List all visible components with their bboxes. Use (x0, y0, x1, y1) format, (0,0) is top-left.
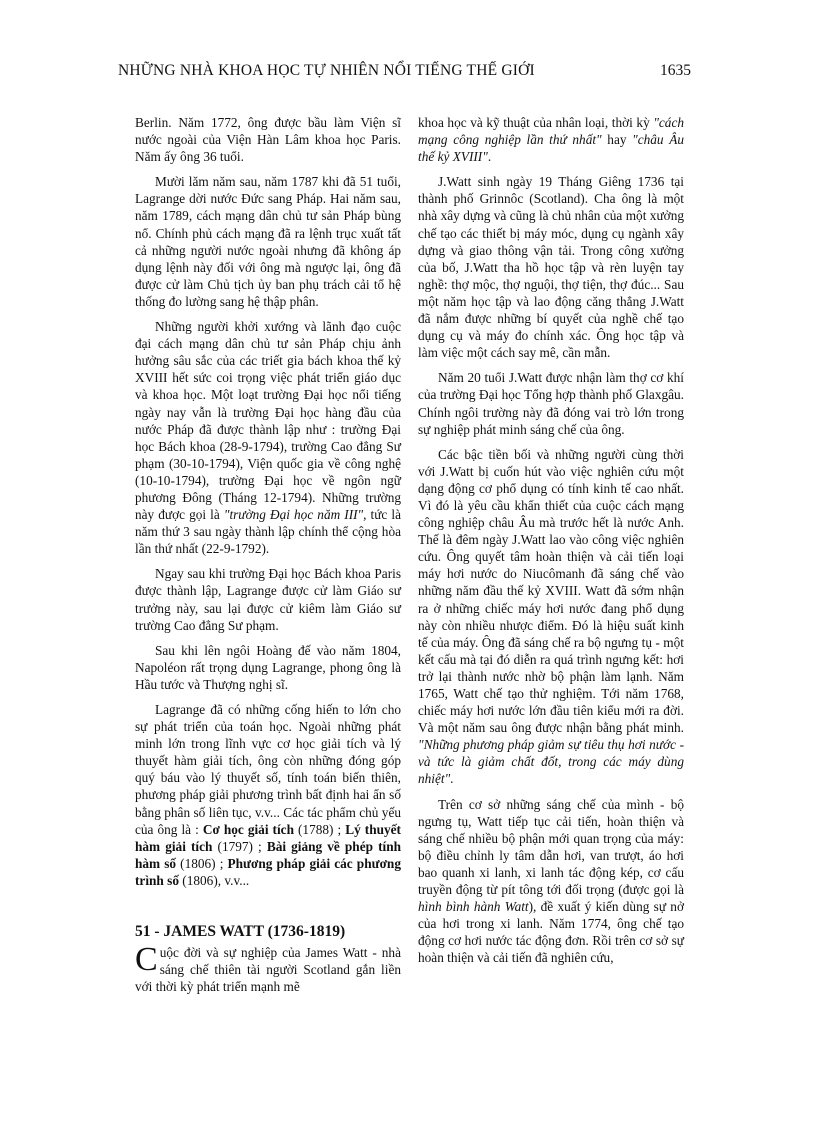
work-title: Cơ học giải tích (202, 821, 294, 837)
text-run: hay (601, 132, 633, 148)
right-column (418, 114, 684, 975)
text-run: Trên cơ sở những sáng chế của mình - bộ ngưng tụ, Watt tiếp tục cải tiến, hoàn thiện và sáng chế nhiều bộ phận mới quan trọng của máy: bộ điều chỉnh ly tâm dẫn hơi, van trượt, áo hơi bao quanh xi lanh, xi lanh tác động kép, cơ cấu truyền động từ pít tông tới đối trọng (được gọi là (418, 796, 684, 898)
paragraph: Năm 20 tuổi J.Watt được nhận làm thợ cơ khí của trường Đại học Tổng hợp thành phố Glaxgâu. Chính ngôi trường này đã đóng vai trò lớn trong sự nghiệp phát minh sáng chế của ông. (418, 370, 684, 437)
text-run: Lagrange đã có những cống hiến to lớn cho sự phát triển của toán học. Ngoài những phát minh lớn trong lĩnh vực cơ học giải tích và lý thuyết hàm giải tích, ông còn những đóng góp quý báu vào lý thuyết số, tính toán biến thiên, phương pháp giải phương trình bất định hai ẩn số bằng phân số liên tục, v.v... Các tác phẩm chủ yếu của ông là : (135, 702, 401, 837)
paragraph (418, 446, 684, 788)
drop-cap: C (135, 941, 158, 979)
text-run: ), đề xuất ý kiến dùng sự nở của hơi trong xi lanh. Năm 1774, ông chế tạo động cơ hơi nước tác động đơn. Rồi trên cơ sở sự hoàn thiện và cải tiến đã nghiên cứu, (418, 899, 684, 966)
page-number: 1635 (660, 62, 691, 79)
text-run: (1806), v.v... (178, 872, 250, 888)
running-head: NHỮNG NHÀ KHOA HỌC TỰ NHIÊN NỔI TIẾNG THẾ GIỚI (118, 62, 535, 79)
text-run: (1806) ; (176, 855, 228, 871)
text-run: (1788) ; (293, 821, 346, 837)
paragraph: J.Watt sinh ngày 19 Tháng Giêng 1736 tại thành phố Grinnôc (Scotland). Cha ông là một nhà xây dựng và cũng là chủ nhân của một xưởng chế tạo các thiết bị máy móc, dụng cụ ngành xây dựng và giao thông vận tải. Trong công xưởng của bố, J.Watt tha hồ học tập và rèn luyện tay nghề: thợ mộc, thợ nguội, thợ tiện, thợ đúc... Sau một năm học tập và lao động căng thẳng J.Watt đã nắm được những bí quyết của nghề chế tạo dụng cụ và máy đo chính xác. Ông học tập và làm việc một cách say mê, cần mẫn. (418, 174, 684, 361)
intro-paragraph (135, 941, 401, 995)
italic-term: hình bình hành Watt (418, 899, 529, 915)
paragraph: Ngay sau khi trường Đại học Bách khoa Paris được thành lập, Lagrange được cử làm Giáo sư trưởng này, sau lại được cử kiêm làm Giáo sư trường Cao đẳng Sư phạm. (135, 566, 401, 633)
paragraph (135, 318, 401, 557)
italic-quote: "châu Âu thế kỷ XVIII" (418, 132, 684, 165)
left-column (135, 114, 401, 1003)
work-title: Lý thuyết hàm giải tích (135, 821, 401, 854)
paragraph (135, 701, 401, 889)
text-run: Các bậc tiền bối và những người cùng thời với J.Watt bị cuốn hút vào việc nghiên cứu một dạng động cơ phổ dụng có tính kinh tế cao nhất. Vì đó là yêu cầu khẩn thiết của cuộc cách mạng công nghiệp châu Âu mà trước hết là nước Anh. Thế là đêm ngày J.Watt lao vào công việc nghiên cứu. Ông quyết tâm hoàn thiện và cải tiến loại máy hơi nước do Niucômanh đã sáng chế vào những năm đầu thế kỷ XVIII. Watt đã sớm nhận ra ở những chiếc máy hơi nước đang phổ dụng này còn nhiều nhược điểm. Đó là hiệu suất kinh tế của máy. Ông đã sáng chế ra bộ ngưng tụ - một kết cấu mà tại đó diễn ra quá trình ngưng kết: hơi trở lại thành nước nhờ bộ phận làm lạnh. Năm 1765, Watt chế tạo thử nghiệm. Tới năm 1768, chiếc máy hơi nước lớn đầu tiên kiểu mới ra đời. Và một năm sau ông được nhận bằng phát minh. (418, 446, 684, 736)
work-title: Bài giảng về phép tính hàm số (135, 838, 402, 871)
section-heading: 51 - JAMES WATT (1736-1819) (135, 923, 346, 941)
text-run: , tức là năm thứ 3 sau ngày thành lập chính thể cộng hòa lần thứ nhất (22-9-1792). (135, 507, 401, 557)
italic-quote: "trường Đại học năm III" (223, 507, 364, 523)
text-run: (1797) ; (212, 838, 267, 854)
work-title: Phương pháp giải các phương trình số (135, 855, 401, 888)
text-run: uộc đời và sự nghiệp của James Watt - nhà sáng chế thiên tài người Scotland gắn liền với thời kỳ phát triển mạnh mẽ (135, 945, 401, 995)
text-run: khoa học và kỹ thuật của nhân loại, thời kỳ (418, 115, 654, 130)
text-run: . (487, 149, 492, 165)
paragraph: Berlin. Năm 1772, ông được bầu làm Viện sĩ nước ngoài của Viện Hàn Lâm khoa học Paris. Năm ấy ông 36 tuổi. (135, 115, 401, 165)
text-run: . (450, 771, 454, 787)
paragraph: Sau khi lên ngôi Hoàng đế vào năm 1804, Napoléon rất trọng dụng Lagrange, phong ông là Hầu tước và Thượng nghị sĩ. (135, 642, 401, 692)
paragraph: Mười lăm năm sau, năm 1787 khi đã 51 tuổi, Lagrange dời nước Đức sang Pháp. Hai năm sau, năm 1789, cách mạng dân chủ tư sản Pháp bùng nổ. Chính phủ cách mạng đã ra lệnh trục xuất tất cả những người nước ngoài nhưng đã không áp dụng lệnh này đối với ông mà ngược lại, ông đã được cử làm Chủ tịch ủy ban phụ trách cải tổ hệ thống đo lường sang hệ thập phân. (135, 174, 401, 309)
paragraph (418, 796, 684, 967)
italic-quote: "cách mạng công nghiệp lần thứ nhất" (418, 115, 684, 148)
italic-quote: "Những phương pháp giảm sự tiêu thụ hơi nước - và tức là giảm chất đốt, trong các máy dùng nhiệt" (418, 737, 684, 787)
text-run: Những người khởi xướng và lãnh đạo cuộc đại cách mạng dân chủ tư sản Pháp chịu ảnh hưởng sâu sắc của các triết gia bách khoa thế kỷ XVIII hết sức coi trọng việc phát triển giáo dục và khoa học. Một loạt trường Đại học nổi tiếng ngày nay vẫn là trường Đại học hàng đầu của nước Pháp đã được thành lập như : trường Đại học Bách khoa (28-9-1794), trường Cao đẳng Sư phạm (30-10-1794), Viện quốc gia về công nghệ (10-10-1794), trường Đại học về ngôn ngữ phương Đông (Tháng 12-1794). Những trường này được gọi là (135, 319, 401, 523)
paragraph (418, 114, 684, 165)
